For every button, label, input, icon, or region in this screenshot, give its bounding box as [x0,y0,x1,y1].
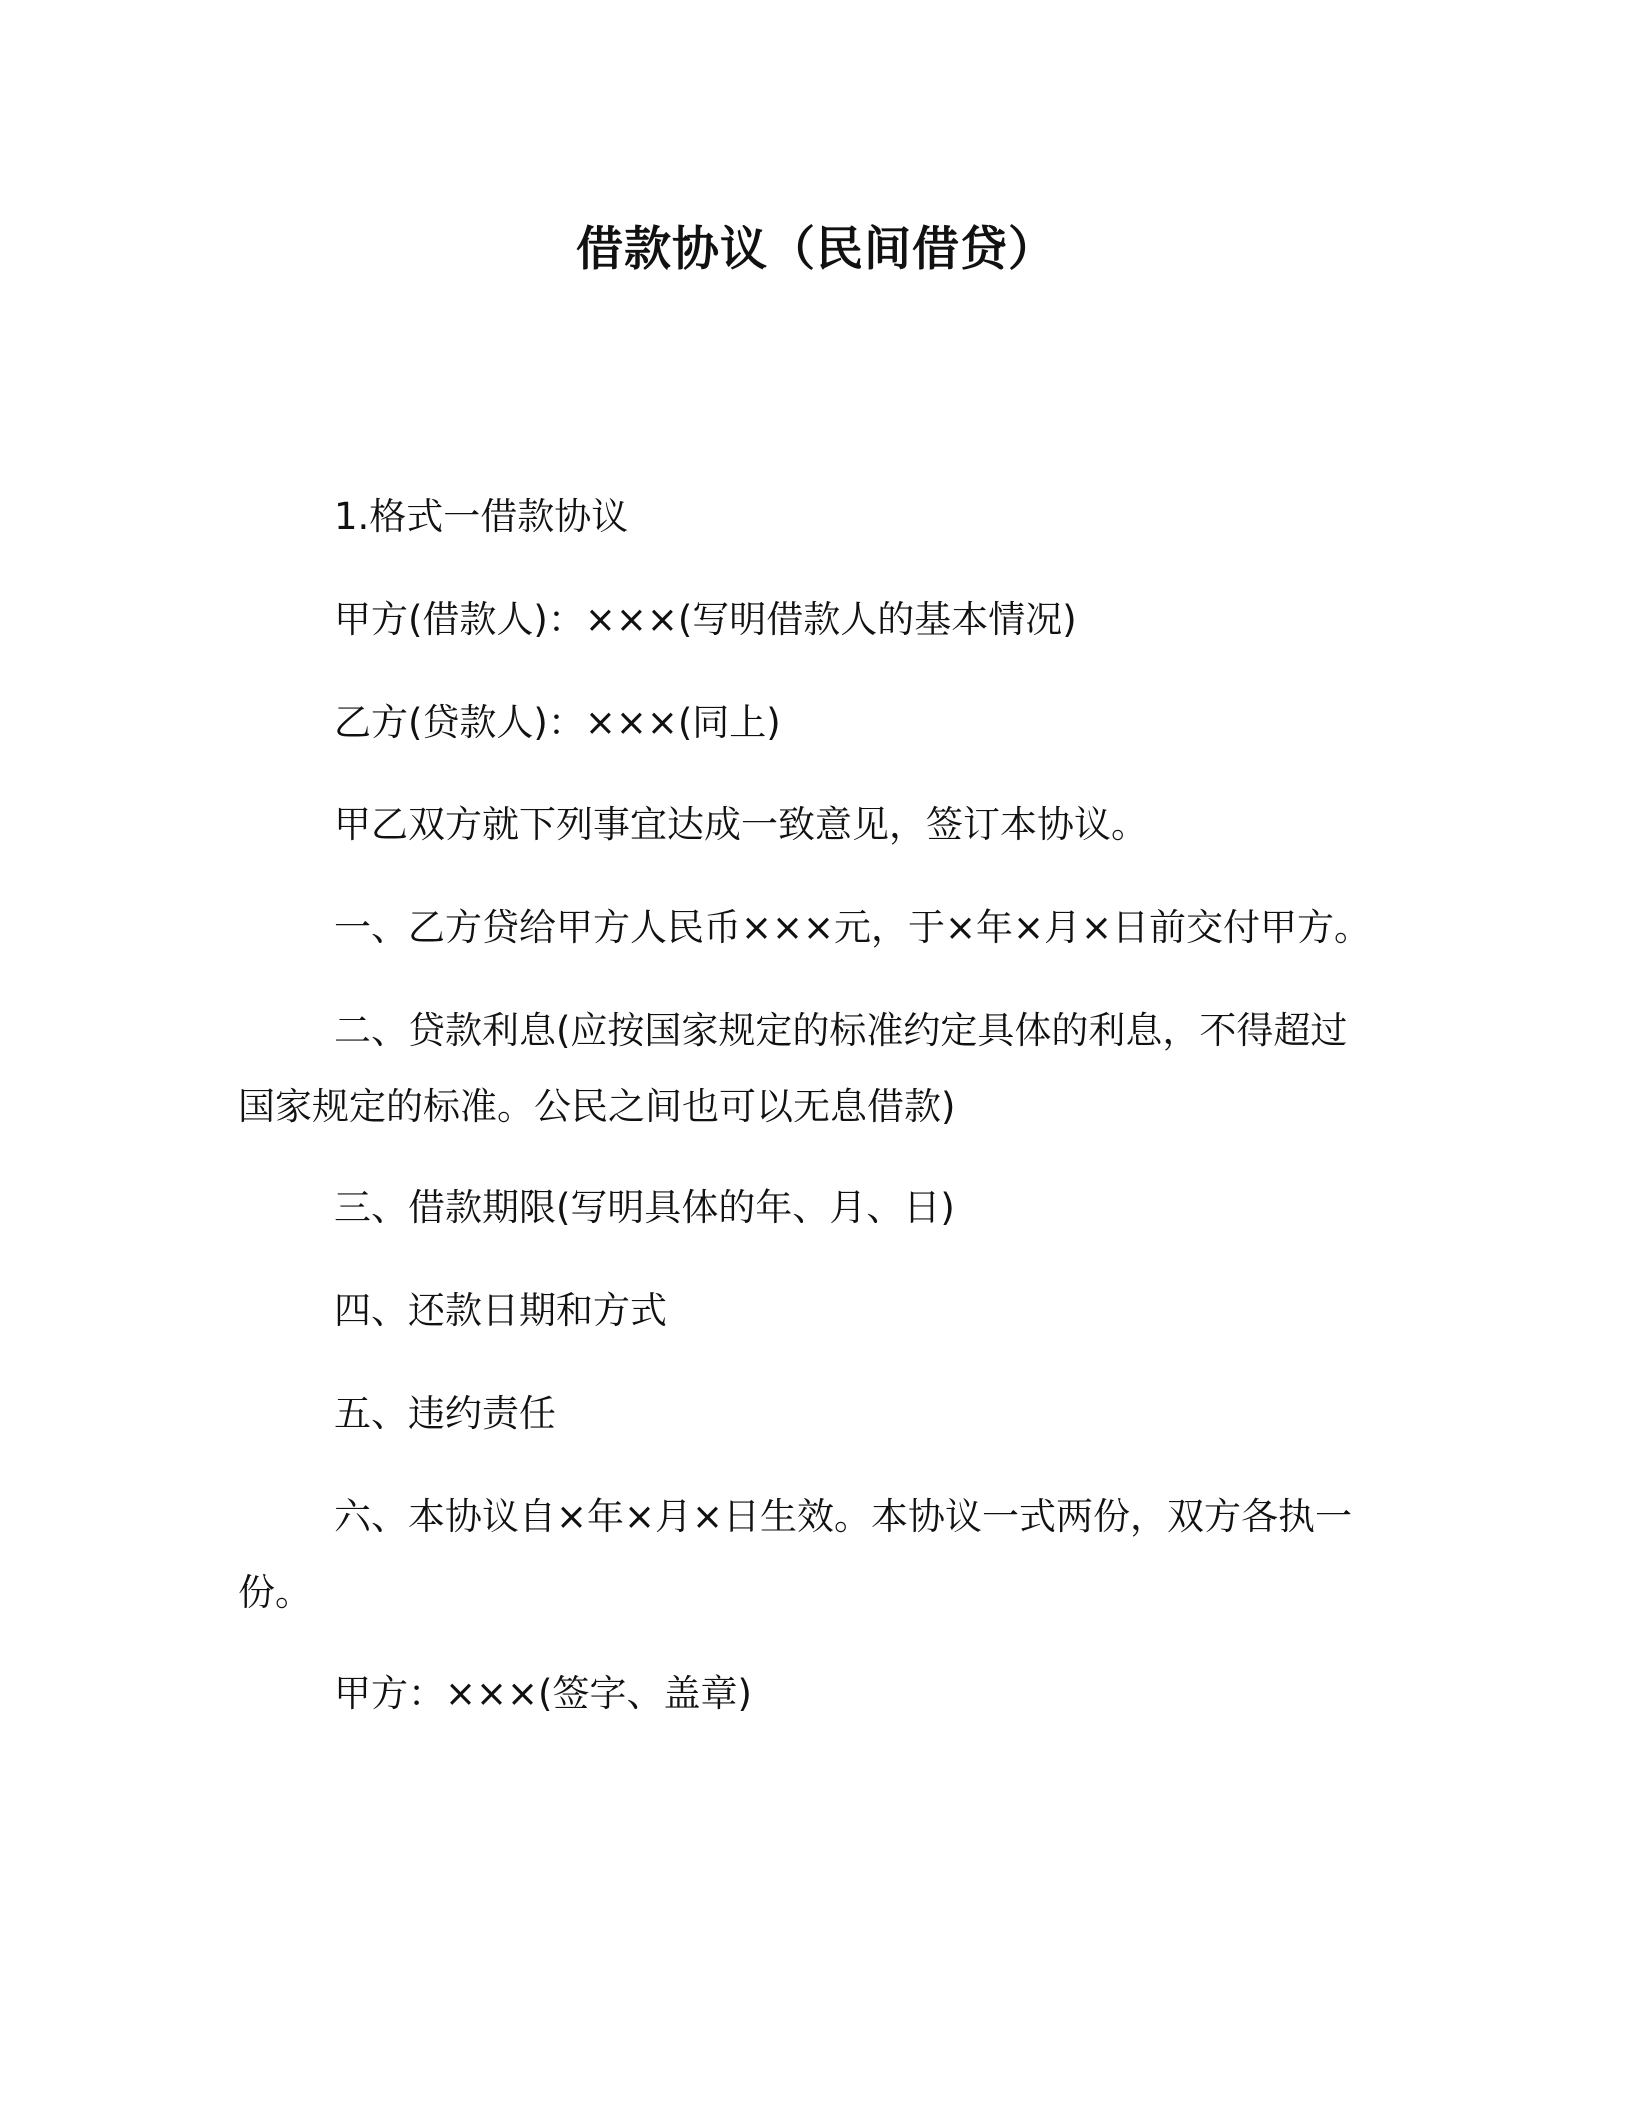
party-a-signature-line: 甲方：×××(签字、盖章) [334,1672,752,1715]
party-b-line: 乙方(贷款人)：×××(同上) [334,701,781,744]
clause-3: 三、借款期限(写明具体的年、月、日) [334,1186,955,1229]
document-title: 借款协议（民间借贷） [576,222,1056,277]
section-heading-format-one: 1.格式一借款协议 [334,495,629,538]
clause-1: 一、乙方贷给甲方人民币×××元，于×年×月×日前交付甲方。 [334,906,1372,949]
party-a-line: 甲方(借款人)：×××(写明借款人的基本情况) [334,598,1077,641]
clause-4: 四、还款日期和方式 [334,1289,667,1332]
clause-5: 五、违约责任 [334,1392,556,1435]
agreement-intro: 甲乙双方就下列事宜达成一致意见，签订本协议。 [334,803,1148,846]
clause-6: 六、本协议自×年×月×日生效。本协议一式两份，双方各执一份。 [238,1495,1353,1614]
clause-2: 二、贷款利息(应按国家规定的标准约定具体的利息，不得超过国家规定的标准。公民之间也可以无息借款) [238,1009,1348,1128]
